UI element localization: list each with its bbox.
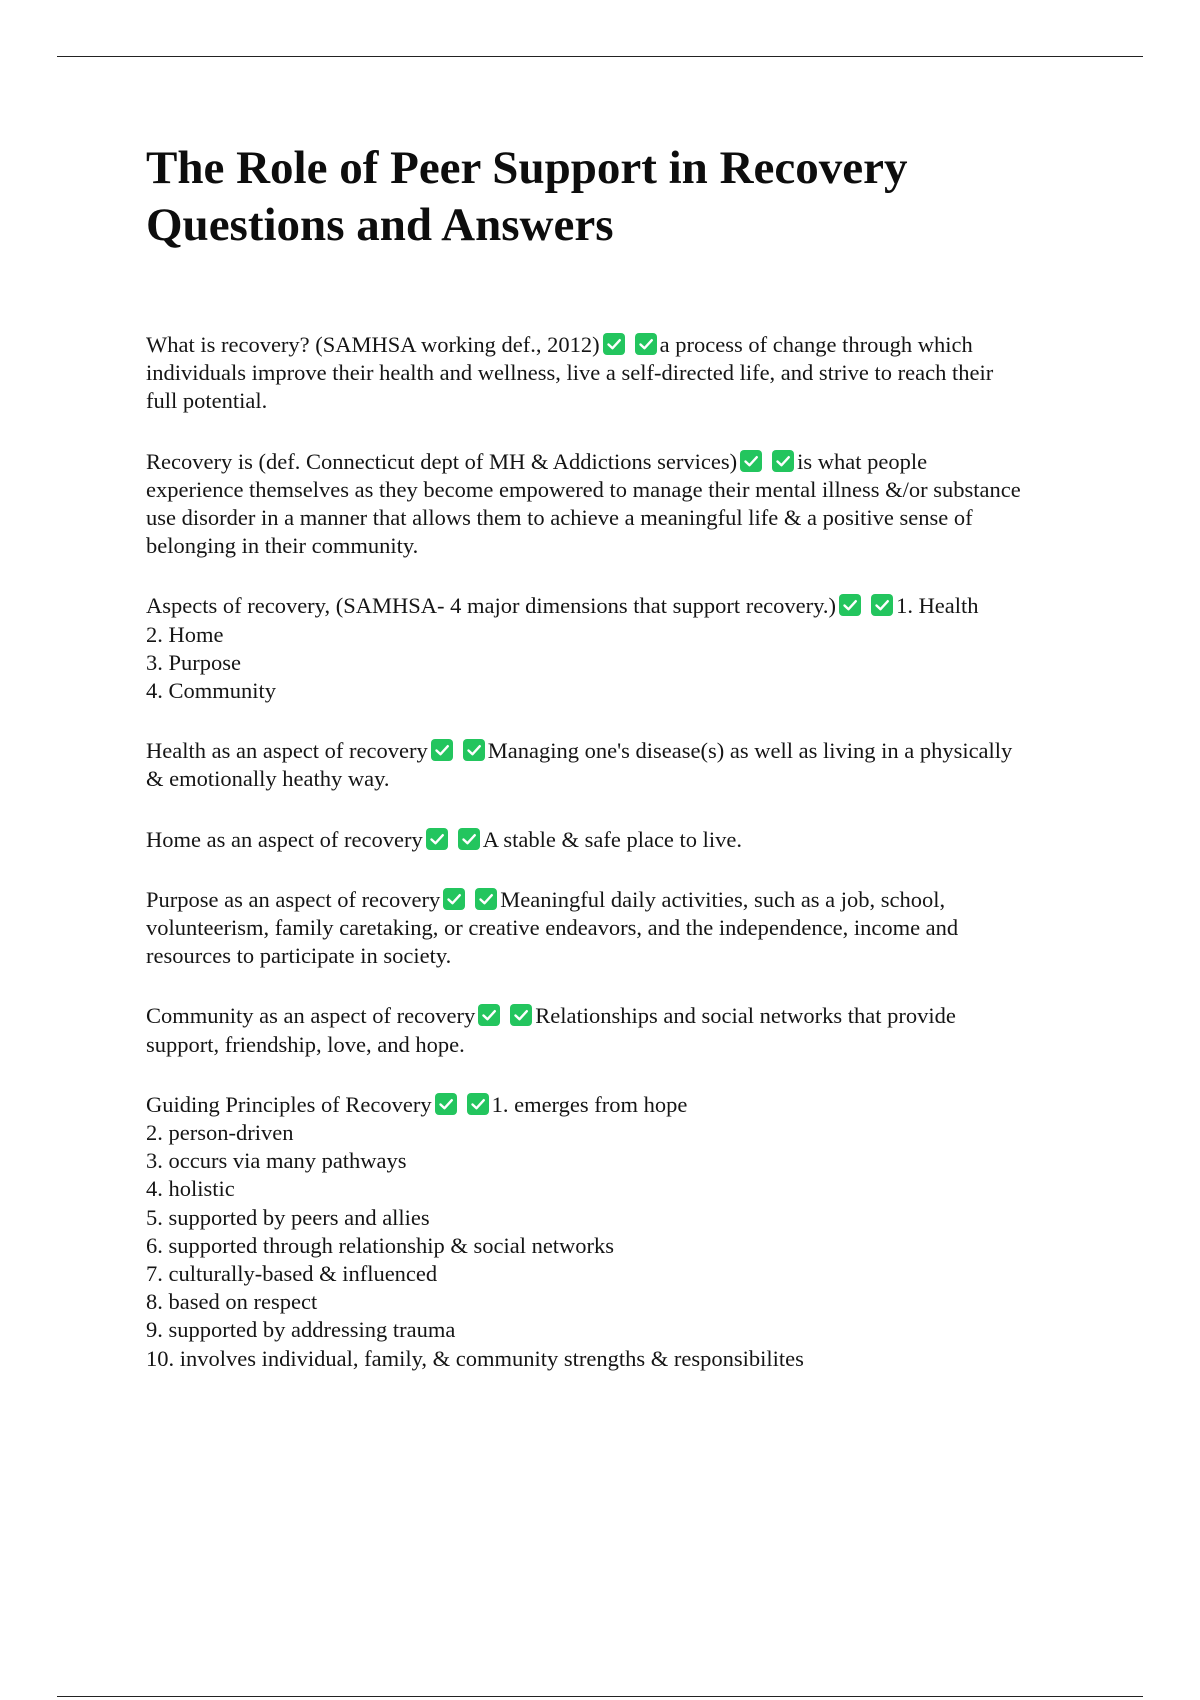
page-top-rule: [57, 56, 1143, 57]
answer-text: Relationships and social networks that provide: [535, 1003, 956, 1029]
answer-line: 2. person-driven: [146, 1120, 294, 1146]
answer-line: 4. Community: [146, 678, 277, 704]
qa-item: [146, 448, 1096, 561]
title-line: The Role of Peer Support in Recovery: [146, 142, 908, 194]
question-text: Community as an aspect of recovery: [146, 1003, 476, 1029]
qa-item: [146, 592, 1096, 705]
question-text: Home as an aspect of recovery: [146, 826, 423, 852]
qa-item: [146, 1091, 1096, 1373]
page-title: [146, 140, 1096, 254]
check-box-icon: [467, 1093, 489, 1115]
check-box-icon: [635, 333, 657, 355]
page-bottom-rule: [57, 1696, 1143, 1697]
check-box-icon: [603, 333, 625, 355]
answer-line: 4. holistic: [146, 1176, 235, 1202]
qa-first-line: [146, 886, 1096, 914]
check-box-icon: [740, 450, 762, 472]
answer-line: resources to participate in society.: [146, 943, 452, 969]
answer-line: full potential.: [146, 388, 268, 414]
answer-line: 5. supported by peers and allies: [146, 1204, 430, 1230]
check-box-icon: [475, 888, 497, 910]
answer-line: individuals improve their health and wellness, live a self-directed life, and strive to reach their: [146, 360, 994, 386]
qa-list: [146, 331, 1096, 1373]
answer-text: a process of change through which: [659, 332, 973, 357]
answer-text: Managing one's disease(s) as well as living in a physically: [487, 738, 1013, 764]
answer-line: experience themselves as they become empowered to manage their mental illness &/or substance: [146, 476, 1021, 502]
check-box-icon: [458, 828, 480, 850]
answer-text: 1. emerges from hope: [491, 1091, 688, 1117]
check-box-icon: [426, 828, 448, 850]
check-box-icon: [478, 1004, 500, 1026]
check-box-icon: [510, 1004, 532, 1026]
answer-line: 10. involves individual, family, & community strengths & responsibilites: [146, 1345, 804, 1371]
check-box-icon: [431, 739, 453, 761]
qa-item: [146, 331, 1096, 416]
question-text: What is recovery? (SAMHSA working def., 2012): [146, 332, 600, 357]
answer-line: 8. based on respect: [146, 1289, 318, 1315]
qa-first-line: [146, 826, 1096, 854]
qa-first-line: [146, 592, 1096, 620]
check-box-icon: [871, 594, 893, 616]
qa-first-line: [146, 331, 1096, 359]
answer-text: 1. Health: [896, 593, 979, 619]
check-box-icon: [839, 594, 861, 616]
question-text: Recovery is (def. Connecticut dept of MH & Addictions services): [146, 448, 738, 474]
answer-line: 3. Purpose: [146, 649, 241, 675]
qa-first-line: [146, 448, 1096, 476]
title-line: Questions and Answers: [146, 199, 614, 251]
qa-first-line: [146, 1091, 1096, 1119]
check-box-icon: [463, 739, 485, 761]
answer-line: use disorder in a manner that allows them to achieve a meaningful life & a positive sense of: [146, 505, 973, 531]
answer-line: & emotionally heathy way.: [146, 766, 390, 792]
check-box-icon: [435, 1093, 457, 1115]
answer-line: support, friendship, love, and hope.: [146, 1031, 465, 1057]
question-text: Guiding Principles of Recovery: [146, 1091, 432, 1117]
qa-first-line: [146, 737, 1096, 765]
answer-line: belonging in their community.: [146, 533, 419, 559]
qa-item: [146, 737, 1096, 793]
qa-item: [146, 886, 1096, 971]
answer-text: A stable & safe place to live.: [482, 826, 743, 852]
question-text: Health as an aspect of recovery: [146, 738, 428, 764]
qa-item: [146, 1002, 1096, 1058]
answer-line: 9. supported by addressing trauma: [146, 1317, 456, 1343]
qa-item: [146, 826, 1096, 854]
answer-line: 3. occurs via many pathways: [146, 1148, 407, 1174]
answer-line: volunteerism, family caretaking, or creative endeavors, and the independence, income and: [146, 915, 959, 941]
answer-text: is what people: [797, 448, 928, 474]
answer-line: 2. Home: [146, 621, 224, 647]
document-body: [146, 140, 1096, 1405]
qa-first-line: [146, 1002, 1096, 1030]
answer-line: 6. supported through relationship & social networks: [146, 1232, 615, 1258]
question-text: Purpose as an aspect of recovery: [146, 886, 441, 912]
answer-line: 7. culturally-based & influenced: [146, 1261, 438, 1287]
check-box-icon: [443, 888, 465, 910]
check-box-icon: [772, 450, 794, 472]
question-text: Aspects of recovery, (SAMHSA- 4 major dimensions that support recovery.): [146, 593, 837, 619]
answer-text: Meaningful daily activities, such as a job, school,: [500, 886, 946, 912]
